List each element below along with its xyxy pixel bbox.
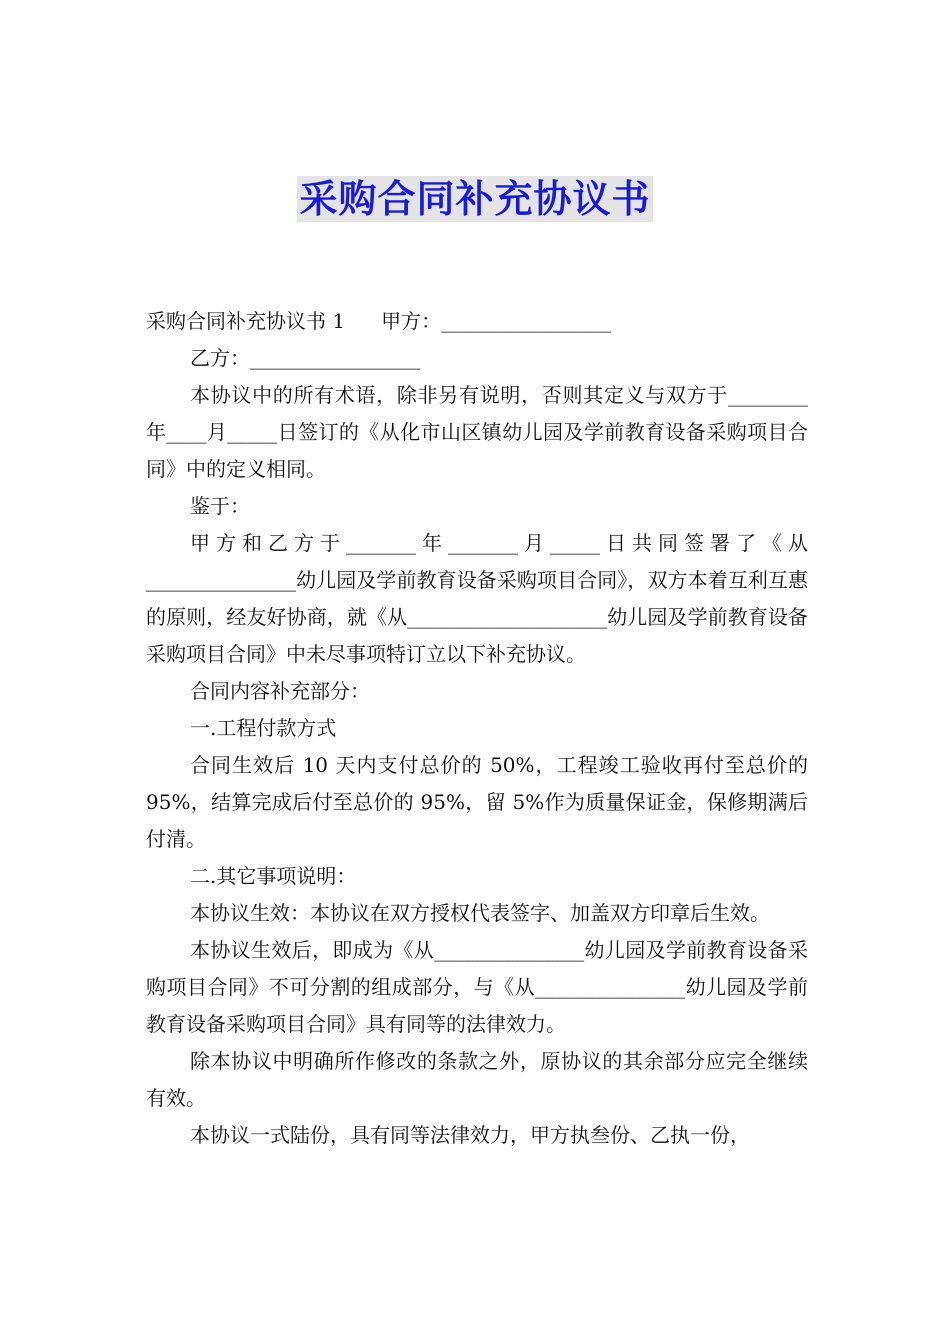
paragraph-copies: 本协议一式陆份，具有同等法律效力，甲方执叁份、乙执一份，	[190, 1123, 750, 1147]
paragraph-whereas: 鉴于：	[190, 494, 250, 518]
paragraph-definitions: 本协议中的所有术语，除非另有说明，否则其定义与双方于________年____月_____日签订的《从化市山区镇幼儿园及学前教育设备采购项目合同》中的定义相同。	[146, 383, 808, 481]
document-body	[146, 303, 808, 1154]
paragraph-effective: 本协议生效：本协议在双方授权代表签字、加盖双方印章后生效。	[190, 901, 770, 925]
header-line	[146, 303, 808, 340]
section-heading-supplement: 合同内容补充部分：	[190, 679, 370, 703]
doc-name: 采购合同补充协议书 1	[146, 309, 346, 333]
paragraph-integral-part: 本协议生效后，即成为《从_______________幼儿园及学前教育设备采购项目合同》不可分割的组成部分，与《从_______________幼儿园及学前教育设备采购项目合同》具有同等的法律效力。	[146, 938, 808, 1036]
paragraph-payment-terms: 合同生效后 10 天内支付总价的 50%，工程竣工验收再付至总价的 95%，结算完成后付至总价的 95%，留 5%作为质量保证金，保修期满后付清。	[146, 753, 808, 851]
party-b-line: 乙方：_________________	[190, 346, 420, 370]
section-heading-other: 二.其它事项说明：	[190, 864, 357, 888]
party-a-line: 甲方：_________________	[381, 309, 612, 333]
section-heading-payment: 一.工程付款方式	[190, 716, 337, 740]
document-title: 采购合同补充协议书	[299, 177, 651, 221]
title-container	[0, 176, 950, 222]
paragraph-background: 甲方和乙方于_______年_______月_____日共同签署了《从_______________幼儿园及学前教育设备采购项目合同》，双方本着互利互惠的原则，经友好协商，就《从____________________幼儿园及学前教育设备采购项目合同》中未尽事项特订立以下补充协议。	[146, 531, 808, 666]
paragraph-remaining-valid: 除本协议中明确所作修改的条款之外，原协议的其余部分应完全继续有效。	[146, 1049, 808, 1110]
